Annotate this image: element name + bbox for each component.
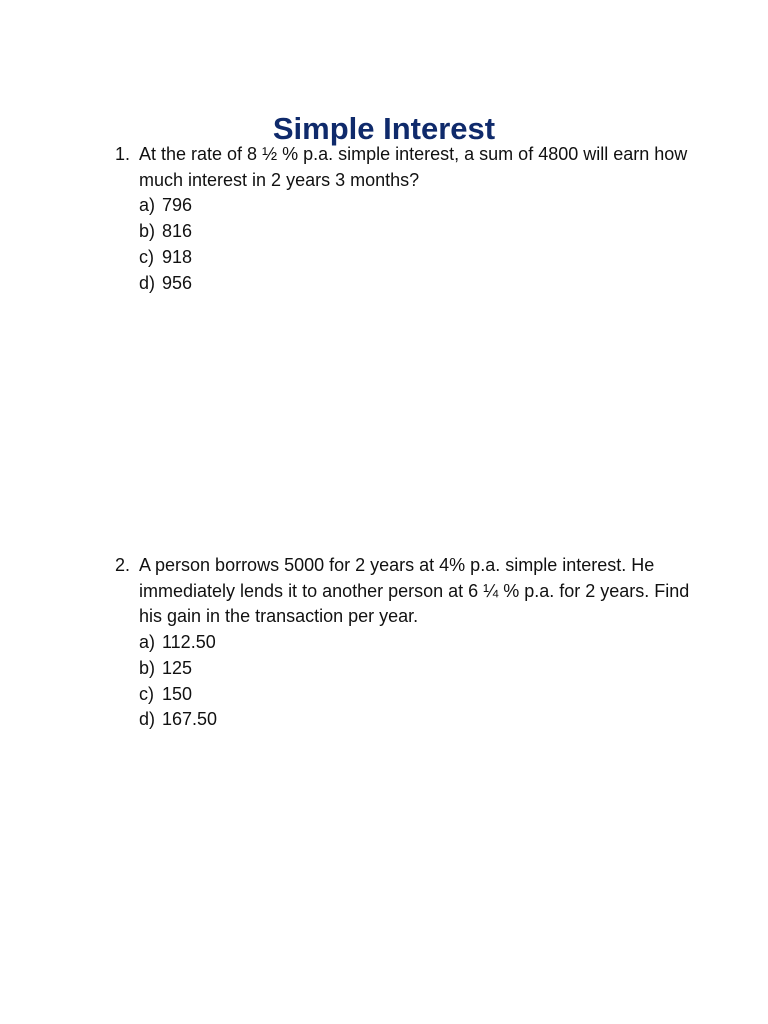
option-letter: a) bbox=[139, 632, 156, 653]
option-letter: c) bbox=[139, 683, 154, 704]
option-letter: b) bbox=[139, 657, 156, 678]
option-letter: d) bbox=[139, 272, 156, 293]
question-number: 1. bbox=[115, 144, 131, 164]
answer-option-a bbox=[139, 630, 695, 656]
page-title: Simple Interest bbox=[272, 110, 496, 146]
option-value: 956 bbox=[162, 272, 193, 293]
option-letter: c) bbox=[139, 246, 154, 267]
answer-option-c bbox=[139, 245, 695, 271]
option-letter: a) bbox=[139, 195, 156, 216]
option-value: 167.50 bbox=[162, 709, 218, 730]
answer-option-a bbox=[139, 193, 695, 219]
question-2 bbox=[115, 553, 695, 733]
option-value: 112.50 bbox=[162, 632, 216, 653]
answer-option-d bbox=[139, 271, 695, 297]
question-number: 2. bbox=[115, 555, 131, 575]
option-letter: d) bbox=[139, 709, 156, 730]
answer-option-c bbox=[139, 682, 695, 708]
answer-option-b bbox=[139, 219, 695, 245]
option-letter: b) bbox=[139, 221, 156, 242]
option-value: 150 bbox=[162, 683, 193, 704]
question-1 bbox=[115, 142, 695, 296]
option-value: 816 bbox=[162, 221, 193, 242]
answer-option-b bbox=[139, 656, 695, 682]
question-text: At the rate of 8 ½ % p.a. simple interest, a sum of 4800 will earn how much interest in 2 years 3 months? bbox=[139, 144, 688, 190]
option-value: 125 bbox=[162, 657, 193, 678]
answer-options bbox=[139, 630, 695, 733]
question-text: A person borrows 5000 for 2 years at 4% p.a. simple interest. He immediately lends it to another person at 6 ¼ % p.a. for 2 years. Find his gain in the transaction per year. bbox=[139, 555, 690, 627]
answer-options bbox=[139, 193, 695, 296]
answer-option-d bbox=[139, 707, 695, 733]
option-value: 796 bbox=[162, 195, 193, 216]
option-value: 918 bbox=[162, 246, 193, 267]
